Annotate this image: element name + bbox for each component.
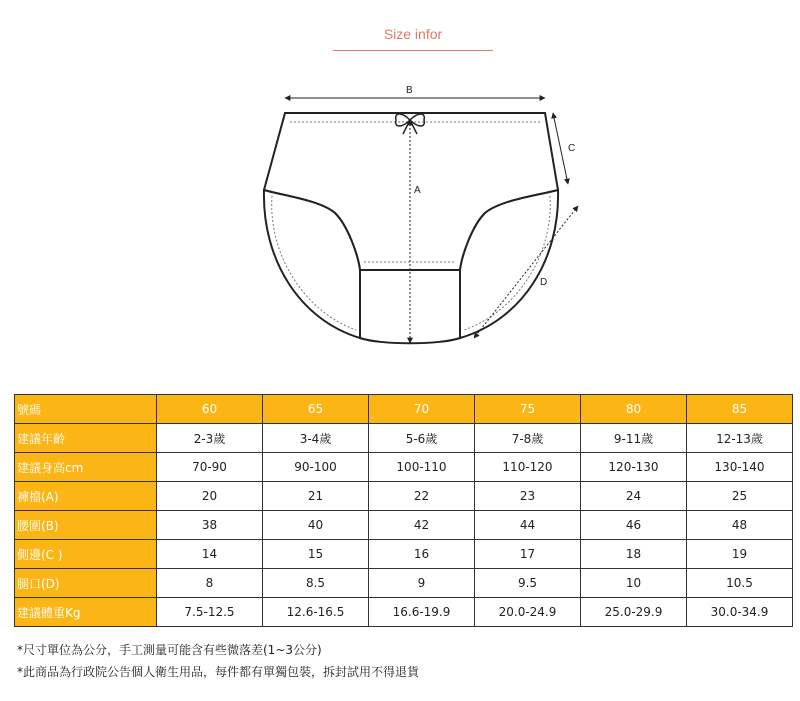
table-cell: 19 bbox=[687, 540, 793, 569]
row-label: 建議年齡 bbox=[15, 424, 157, 453]
size-header-cell: 70 bbox=[369, 395, 475, 424]
table-row bbox=[15, 424, 793, 453]
table-cell: 5-6歲 bbox=[369, 424, 475, 453]
table-cell: 17 bbox=[475, 540, 581, 569]
row-label: 建議身高cm bbox=[15, 453, 157, 482]
label-a: A bbox=[414, 185, 421, 196]
row-label: 號碼 bbox=[15, 395, 157, 424]
table-row bbox=[15, 511, 793, 540]
size-header-cell: 60 bbox=[157, 395, 263, 424]
note-hygiene: *此商品為行政院公告個人衛生用品，每件都有單獨包裝，拆封試用不得退貨 bbox=[17, 665, 420, 679]
table-cell: 24 bbox=[581, 482, 687, 511]
table-cell: 38 bbox=[157, 511, 263, 540]
table-cell: 12.6-16.5 bbox=[263, 598, 369, 627]
table-cell: 22 bbox=[369, 482, 475, 511]
table-cell: 30.0-34.9 bbox=[687, 598, 793, 627]
table-cell: 70-90 bbox=[157, 453, 263, 482]
table-cell: 12-13歲 bbox=[687, 424, 793, 453]
table-cell: 25 bbox=[687, 482, 793, 511]
table-cell: 120-130 bbox=[581, 453, 687, 482]
table-header-row bbox=[15, 395, 793, 424]
table-cell: 3-4歲 bbox=[263, 424, 369, 453]
table-cell: 20.0-24.9 bbox=[475, 598, 581, 627]
table-cell: 15 bbox=[263, 540, 369, 569]
size-header-cell: 65 bbox=[263, 395, 369, 424]
row-label: 建議體重Kg bbox=[15, 598, 157, 627]
page-title: Size infor bbox=[383, 26, 443, 42]
table-cell: 9.5 bbox=[475, 569, 581, 598]
table-cell: 90-100 bbox=[263, 453, 369, 482]
table-cell: 130-140 bbox=[687, 453, 793, 482]
size-header-cell: 85 bbox=[687, 395, 793, 424]
table-cell: 16 bbox=[369, 540, 475, 569]
table-row bbox=[15, 598, 793, 627]
label-b: B bbox=[406, 85, 413, 96]
table-cell: 100-110 bbox=[369, 453, 475, 482]
table-cell: 20 bbox=[157, 482, 263, 511]
label-d: D bbox=[540, 277, 548, 288]
table-cell: 14 bbox=[157, 540, 263, 569]
table-cell: 18 bbox=[581, 540, 687, 569]
table-cell: 8 bbox=[157, 569, 263, 598]
table-cell: 16.6-19.9 bbox=[369, 598, 475, 627]
row-label: 側邊(C ) bbox=[15, 540, 157, 569]
table-cell: 9-11歲 bbox=[581, 424, 687, 453]
table-row bbox=[15, 482, 793, 511]
table-cell: 21 bbox=[263, 482, 369, 511]
notes bbox=[17, 639, 419, 683]
size-header-cell: 75 bbox=[475, 395, 581, 424]
label-c: C bbox=[568, 143, 576, 154]
table-cell: 110-120 bbox=[475, 453, 581, 482]
table-row bbox=[15, 453, 793, 482]
table-cell: 25.0-29.9 bbox=[581, 598, 687, 627]
table-cell: 7-8歲 bbox=[475, 424, 581, 453]
table-row bbox=[15, 569, 793, 598]
size-header-cell: 80 bbox=[581, 395, 687, 424]
note-measurement: *尺寸單位為公分，手工測量可能含有些微落差(1~3公分) bbox=[17, 643, 322, 657]
row-label: 腰圍(B) bbox=[15, 511, 157, 540]
size-table bbox=[14, 394, 793, 627]
table-cell: 9 bbox=[369, 569, 475, 598]
table-cell: 10.5 bbox=[687, 569, 793, 598]
table-row bbox=[15, 540, 793, 569]
table-cell: 44 bbox=[475, 511, 581, 540]
table-cell: 42 bbox=[369, 511, 475, 540]
row-label: 腿口(D) bbox=[15, 569, 157, 598]
table-cell: 2-3歲 bbox=[157, 424, 263, 453]
table-cell: 48 bbox=[687, 511, 793, 540]
table-cell: 7.5-12.5 bbox=[157, 598, 263, 627]
row-label: 褲檔(A) bbox=[15, 482, 157, 511]
table-cell: 10 bbox=[581, 569, 687, 598]
table-cell: 46 bbox=[581, 511, 687, 540]
table-cell: 23 bbox=[475, 482, 581, 511]
table-cell: 40 bbox=[263, 511, 369, 540]
table-cell: 8.5 bbox=[263, 569, 369, 598]
